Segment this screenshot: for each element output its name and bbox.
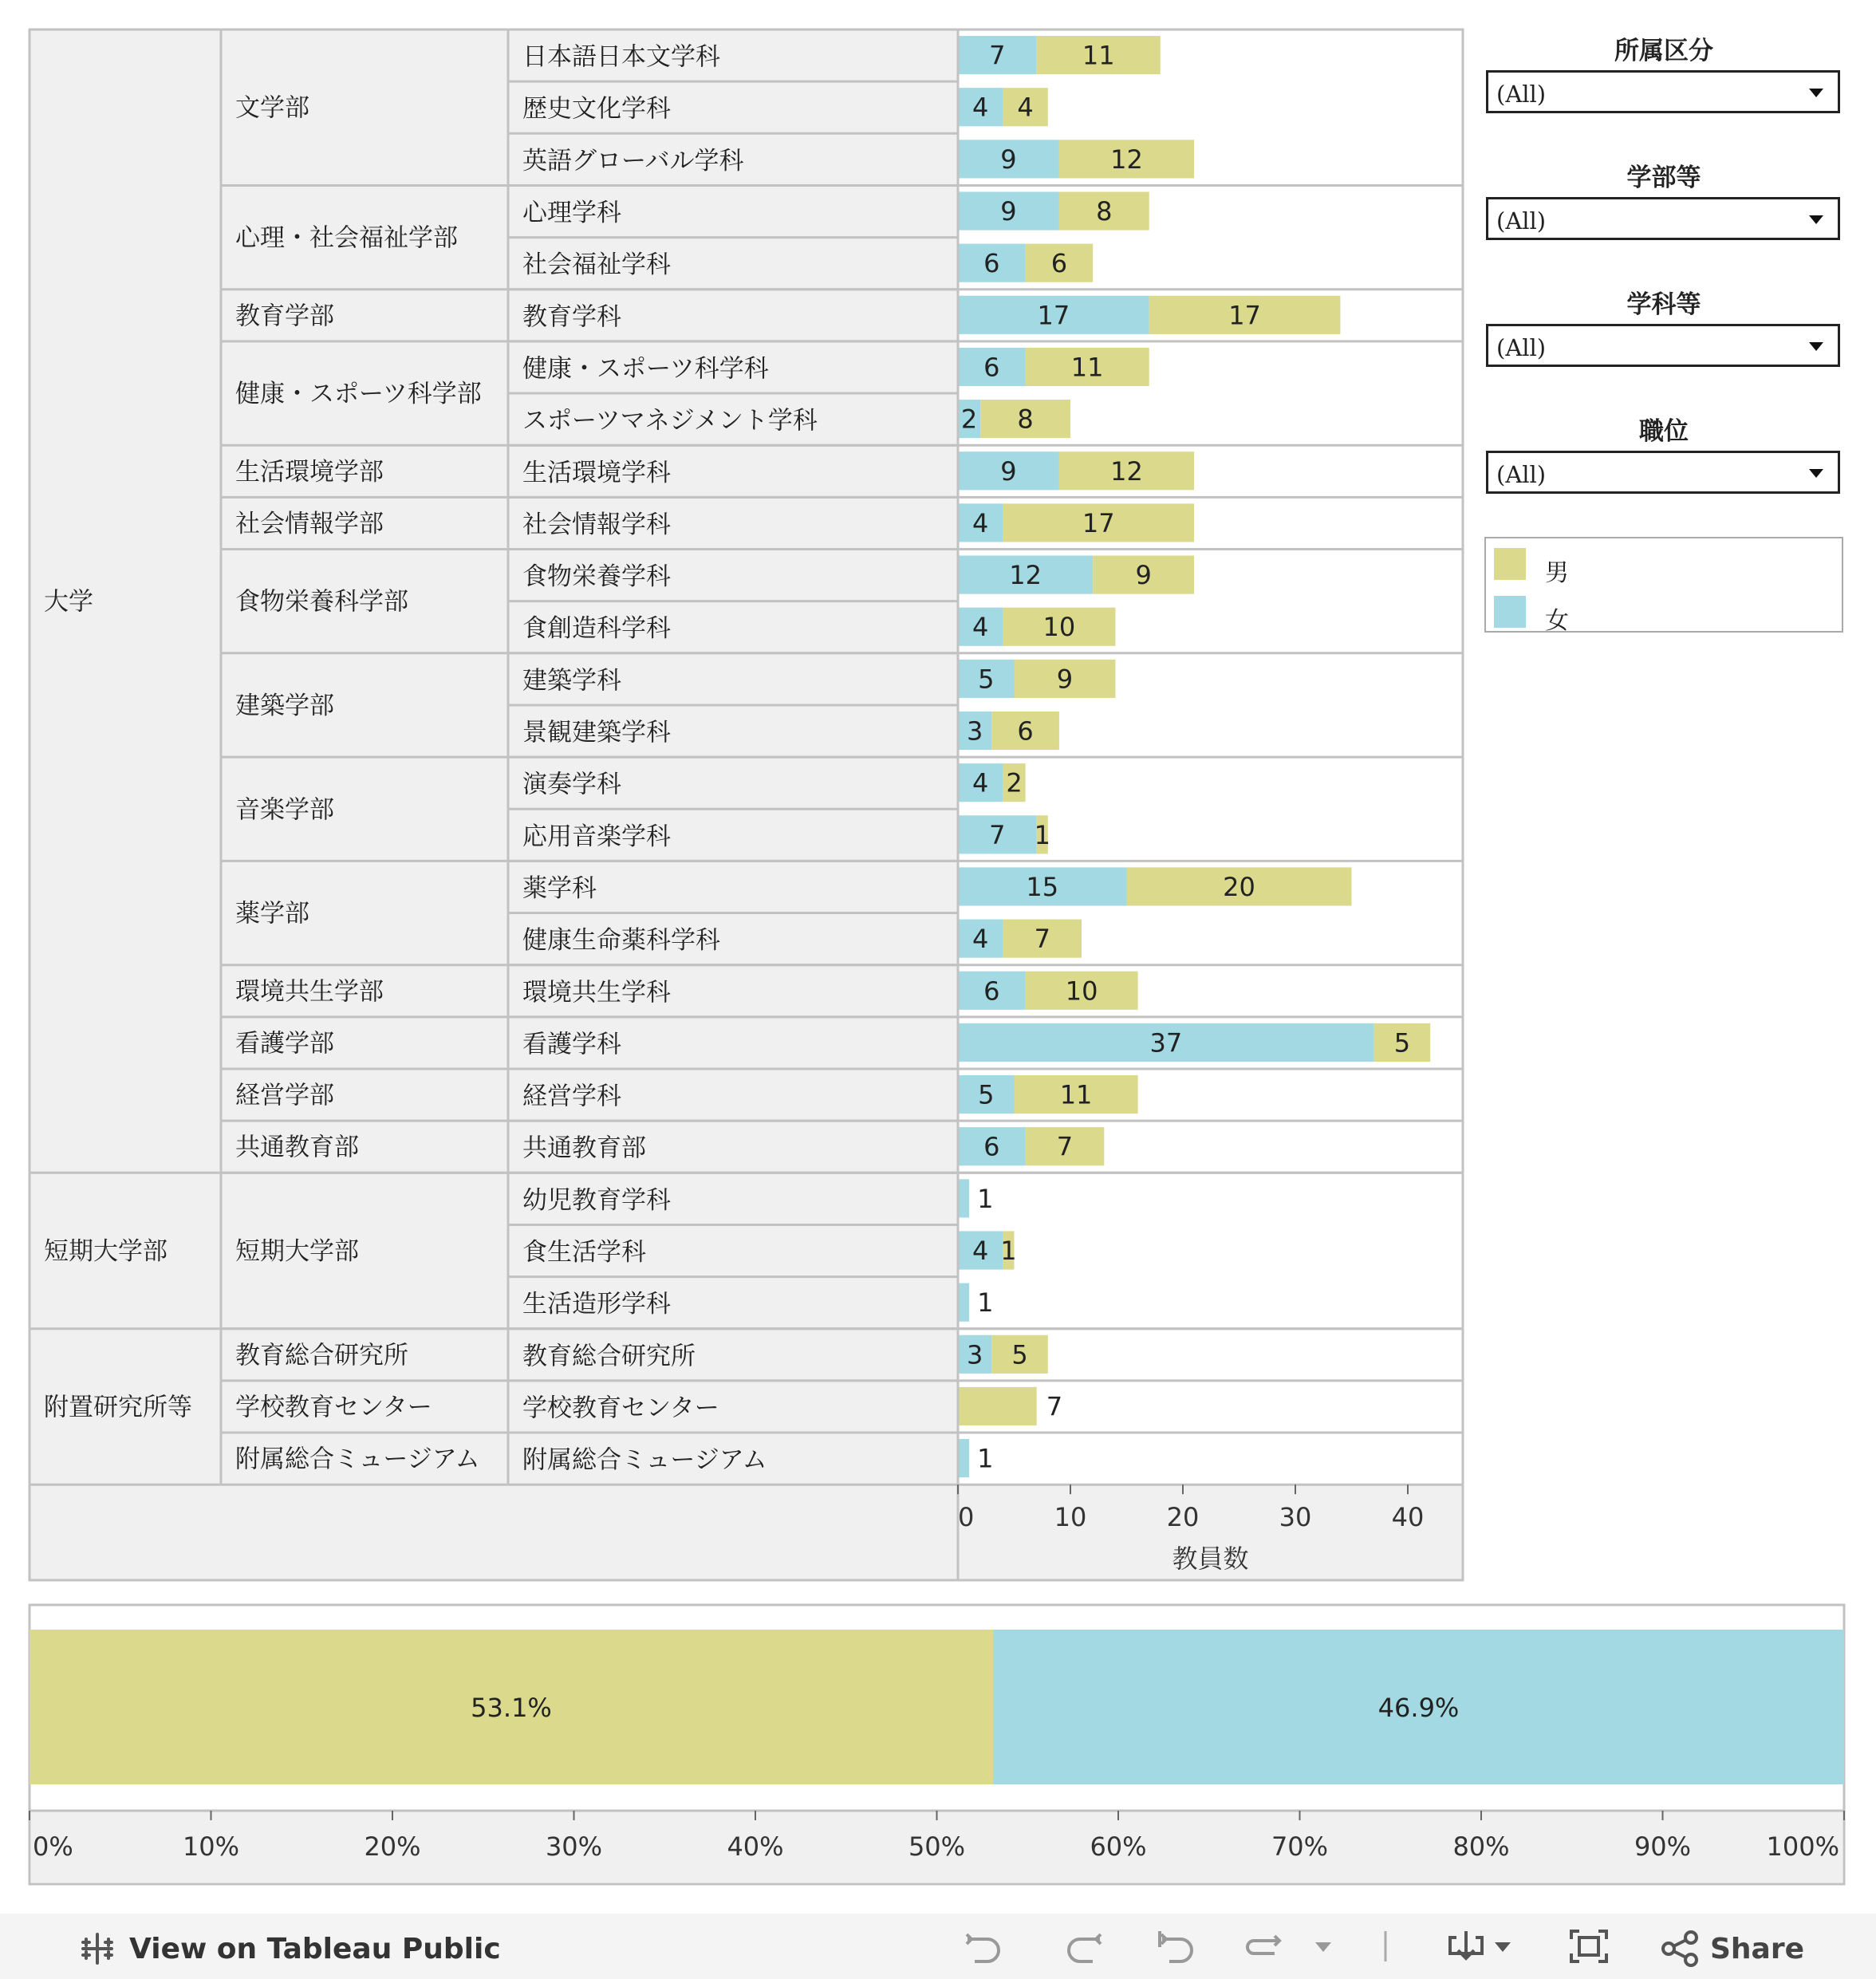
ratio-label-female: 46.9% (1377, 1693, 1460, 1723)
faculty-label: 学校教育センター (235, 1393, 432, 1422)
department-label: 健康生命薬科学科 (522, 926, 720, 956)
bar-label-female: 17 (1037, 300, 1070, 331)
bar-label-female: 9 (1000, 144, 1017, 175)
bar-label-female: 1 (977, 1443, 994, 1474)
bar-female (958, 1283, 969, 1322)
filter-value-department: (All) (1496, 334, 1547, 361)
bar-label-female: 15 (1026, 871, 1059, 902)
x-tick-label: 20 (1166, 1502, 1200, 1533)
ratio-tick-label: 40% (727, 1831, 784, 1862)
department-label: 共通教育部 (522, 1133, 646, 1163)
faculty-label: 薬学部 (235, 899, 309, 928)
bar-male (958, 1387, 1037, 1425)
bar-label-male: 7 (1034, 924, 1050, 955)
department-label: 健康・スポーツ科学科 (522, 354, 769, 384)
bar-label-female: 6 (983, 248, 1000, 279)
faculty-label: 健康・スポーツ科学部 (235, 380, 482, 409)
faculty-label: 看護学部 (235, 1029, 334, 1058)
legend-item-male[interactable] (1494, 548, 1813, 587)
filter-select-faculty[interactable] (1486, 197, 1840, 240)
ratio-tick-label: 90% (1634, 1831, 1692, 1862)
ratio-tick-label: 80% (1452, 1831, 1510, 1862)
view-on-tableau-label: View on Tableau Public (129, 1932, 501, 1965)
department-label: 社会情報学科 (522, 510, 671, 539)
x-tick-label: 30 (1279, 1502, 1312, 1533)
bar-label-male: 17 (1228, 300, 1261, 331)
divider-icon (1383, 1928, 1388, 1965)
x-tick-label: 0 (958, 1502, 975, 1533)
download-button[interactable] (1445, 1928, 1517, 1965)
department-label: 附属総合ミュージアム (522, 1445, 767, 1475)
department-label: 建築学科 (522, 666, 621, 696)
bar-label-male: 20 (1223, 871, 1255, 902)
bar-label-female: 4 (972, 924, 989, 955)
bar-label-male: 7 (1056, 1131, 1074, 1162)
bar-label-female: 12 (1009, 560, 1042, 591)
bar-label-male: 9 (1135, 560, 1152, 591)
bar-label-male: 6 (1017, 716, 1034, 747)
revert-button[interactable] (1155, 1928, 1198, 1965)
filter-value-faculty: (All) (1496, 207, 1547, 235)
faculty-label: 生活環境学部 (235, 457, 384, 487)
department-label: 学校教育センター (522, 1394, 719, 1423)
department-label: 食生活学科 (522, 1238, 646, 1267)
faculty-label: 環境共生学部 (235, 977, 384, 1007)
revert-icon (1155, 1928, 1198, 1965)
filter-select-affiliation[interactable] (1486, 70, 1840, 113)
bar-label-male: 17 (1082, 507, 1115, 538)
bar-label-female: 9 (1000, 455, 1017, 487)
faculty-label: 心理・社会福祉学部 (235, 223, 458, 253)
ratio-tick-label: 60% (1090, 1831, 1147, 1862)
department-label: スポーツマネジメント学科 (522, 406, 818, 436)
department-label: 幼児教育学科 (522, 1185, 671, 1215)
bar-label-male: 5 (1393, 1027, 1411, 1058)
bar-label-female: 5 (978, 1079, 995, 1110)
download-icon (1445, 1928, 1517, 1965)
bar-label-male: 10 (1065, 976, 1098, 1007)
x-tick-label: 40 (1391, 1502, 1425, 1533)
bar-label-male: 2 (1006, 767, 1023, 798)
faculty-label: 音楽学部 (235, 795, 334, 825)
bar-label-male: 12 (1110, 144, 1143, 175)
legend-swatch-female (1494, 596, 1526, 628)
department-label: 薬学科 (522, 873, 597, 903)
x-axis-title: 教員数 (1172, 1543, 1249, 1575)
bar-label-female: 9 (1000, 196, 1017, 227)
department-label: 応用音楽学科 (522, 822, 671, 851)
bar-label-male: 12 (1110, 455, 1143, 487)
bar-label-female: 2 (960, 404, 978, 435)
bar-label-male: 6 (1050, 248, 1068, 279)
department-label: 経営学科 (522, 1082, 621, 1111)
refresh-icon (1243, 1928, 1286, 1965)
faculty-label: 短期大学部 (235, 1237, 359, 1267)
dropdown-arrow-icon (1809, 342, 1823, 351)
filter-select-position[interactable] (1486, 451, 1840, 494)
chevron-down-icon (1313, 1928, 1334, 1965)
refresh-button[interactable] (1243, 1928, 1286, 1965)
bar-label-female: 1 (977, 1287, 994, 1319)
department-label: 教育総合研究所 (522, 1342, 696, 1371)
faculty-label: 教育総合研究所 (235, 1341, 408, 1370)
bar-label-female: 4 (972, 1236, 989, 1267)
fullscreen-icon (1568, 1928, 1610, 1965)
bar-label-male: 5 (1011, 1339, 1028, 1370)
undo-button[interactable] (964, 1928, 1007, 1965)
bar-label-male: 1 (1034, 819, 1050, 850)
bar-label-female: 1 (977, 1183, 994, 1214)
faculty-label: 共通教育部 (235, 1133, 359, 1162)
ratio-tick-label: 100% (1766, 1831, 1839, 1862)
filter-value-position: (All) (1496, 461, 1547, 488)
bar-label-male: 8 (1017, 404, 1034, 435)
bar-label-female: 4 (972, 92, 989, 123)
toolbar-divider (1383, 1928, 1388, 1965)
bar-label-female: 6 (983, 976, 1000, 1007)
legend-label-female: 女 (1545, 607, 1569, 635)
view-on-tableau-link[interactable] (78, 1930, 501, 1968)
ratio-tick-label: 20% (364, 1831, 421, 1862)
dropdown-arrow-icon (1809, 89, 1823, 97)
ratio-tick-label: 50% (908, 1831, 966, 1862)
faculty-label: 文学部 (235, 93, 309, 123)
ratio-label-male: 53.1% (471, 1693, 552, 1723)
department-label: 演奏学科 (522, 770, 621, 799)
filter-select-department[interactable] (1486, 324, 1840, 367)
legend (1484, 537, 1843, 633)
department-label: 食物栄養学科 (522, 562, 671, 592)
legend-swatch-male (1494, 548, 1526, 580)
bar-label-female: 3 (966, 1339, 983, 1370)
filter-title-affiliation: 所属区分 (1614, 37, 1713, 65)
bar-label-male: 10 (1042, 612, 1076, 643)
ratio-tick-label: 70% (1271, 1831, 1329, 1862)
department-label: 生活造形学科 (522, 1290, 671, 1319)
department-label: 歴史文化学科 (522, 94, 671, 124)
bar-label-female: 3 (966, 716, 983, 747)
bar-label-male: 7 (1046, 1391, 1063, 1422)
bar-label-female: 7 (989, 819, 1006, 850)
bar-label-female: 4 (972, 507, 989, 538)
bar-label-male: 1 (1000, 1236, 1017, 1267)
faculty-label: 附属総合ミュージアム (235, 1445, 480, 1474)
department-label: 生活環境学科 (522, 458, 671, 487)
bar-female (958, 1179, 969, 1217)
bar-female (958, 1439, 969, 1477)
refresh-menu-button[interactable] (1313, 1928, 1334, 1965)
filter-title-department: 学科等 (1626, 290, 1701, 319)
share-icon (1661, 1930, 1699, 1968)
dropdown-arrow-icon (1809, 215, 1823, 224)
filter-value-affiliation: (All) (1496, 81, 1547, 108)
group-label: 附置研究所等 (44, 1393, 192, 1422)
group-label: 大学 (44, 587, 93, 617)
share-label: Share (1710, 1932, 1805, 1965)
bar-label-female: 6 (983, 1131, 1000, 1162)
department-label: 心理学科 (522, 199, 621, 228)
filter-title-position: 職位 (1639, 417, 1689, 446)
fullscreen-button[interactable] (1568, 1928, 1610, 1965)
department-label: 英語グローバル学科 (522, 146, 744, 175)
legend-item-female[interactable] (1494, 596, 1813, 635)
undo-icon (964, 1928, 1007, 1965)
row-header-panel (30, 30, 958, 1580)
department-label: 社会福祉学科 (522, 250, 671, 280)
department-label: 食創造科学科 (522, 614, 671, 644)
ratio-tick-label: 0% (33, 1831, 73, 1862)
bar-label-female: 4 (972, 612, 989, 643)
bar-label-female: 7 (989, 40, 1006, 71)
department-label: 看護学科 (522, 1030, 621, 1059)
legend-label-male: 男 (1545, 559, 1569, 587)
faculty-label: 社会情報学部 (235, 509, 384, 538)
department-label: 日本語日本文学科 (522, 42, 720, 72)
bar-label-male: 11 (1082, 40, 1115, 71)
bar-label-female: 5 (978, 664, 995, 695)
faculty-label: 食物栄養科学部 (235, 587, 408, 617)
redo-icon (1061, 1928, 1104, 1965)
tableau-toolbar (0, 1914, 1876, 1979)
redo-button[interactable] (1061, 1928, 1104, 1965)
faculty-label: 教育学部 (235, 302, 334, 331)
dropdown-arrow-icon (1809, 469, 1823, 478)
tableau-logo-icon (78, 1930, 116, 1968)
filter-title-faculty: 学部等 (1626, 164, 1701, 192)
group-label: 短期大学部 (44, 1237, 168, 1267)
ratio-tick-label: 30% (545, 1831, 603, 1862)
bar-label-male: 4 (1017, 92, 1034, 123)
faculty-label: 建築学部 (235, 691, 334, 720)
bar-label-male: 9 (1056, 664, 1074, 695)
department-label: 環境共生学科 (522, 978, 671, 1007)
bar-label-female: 4 (972, 767, 989, 798)
faculty-label: 経営学部 (235, 1081, 334, 1110)
bar-label-male: 11 (1059, 1079, 1093, 1110)
bar-label-female: 37 (1149, 1027, 1183, 1058)
share-button[interactable] (1661, 1930, 1804, 1968)
bar-label-male: 8 (1096, 196, 1113, 227)
department-label: 景観建築学科 (522, 718, 671, 747)
x-tick-label: 10 (1054, 1502, 1087, 1533)
bar-label-male: 11 (1070, 352, 1104, 383)
ratio-tick-label: 10% (182, 1831, 240, 1862)
department-label: 教育学科 (522, 302, 621, 332)
bar-label-female: 6 (983, 352, 1000, 383)
